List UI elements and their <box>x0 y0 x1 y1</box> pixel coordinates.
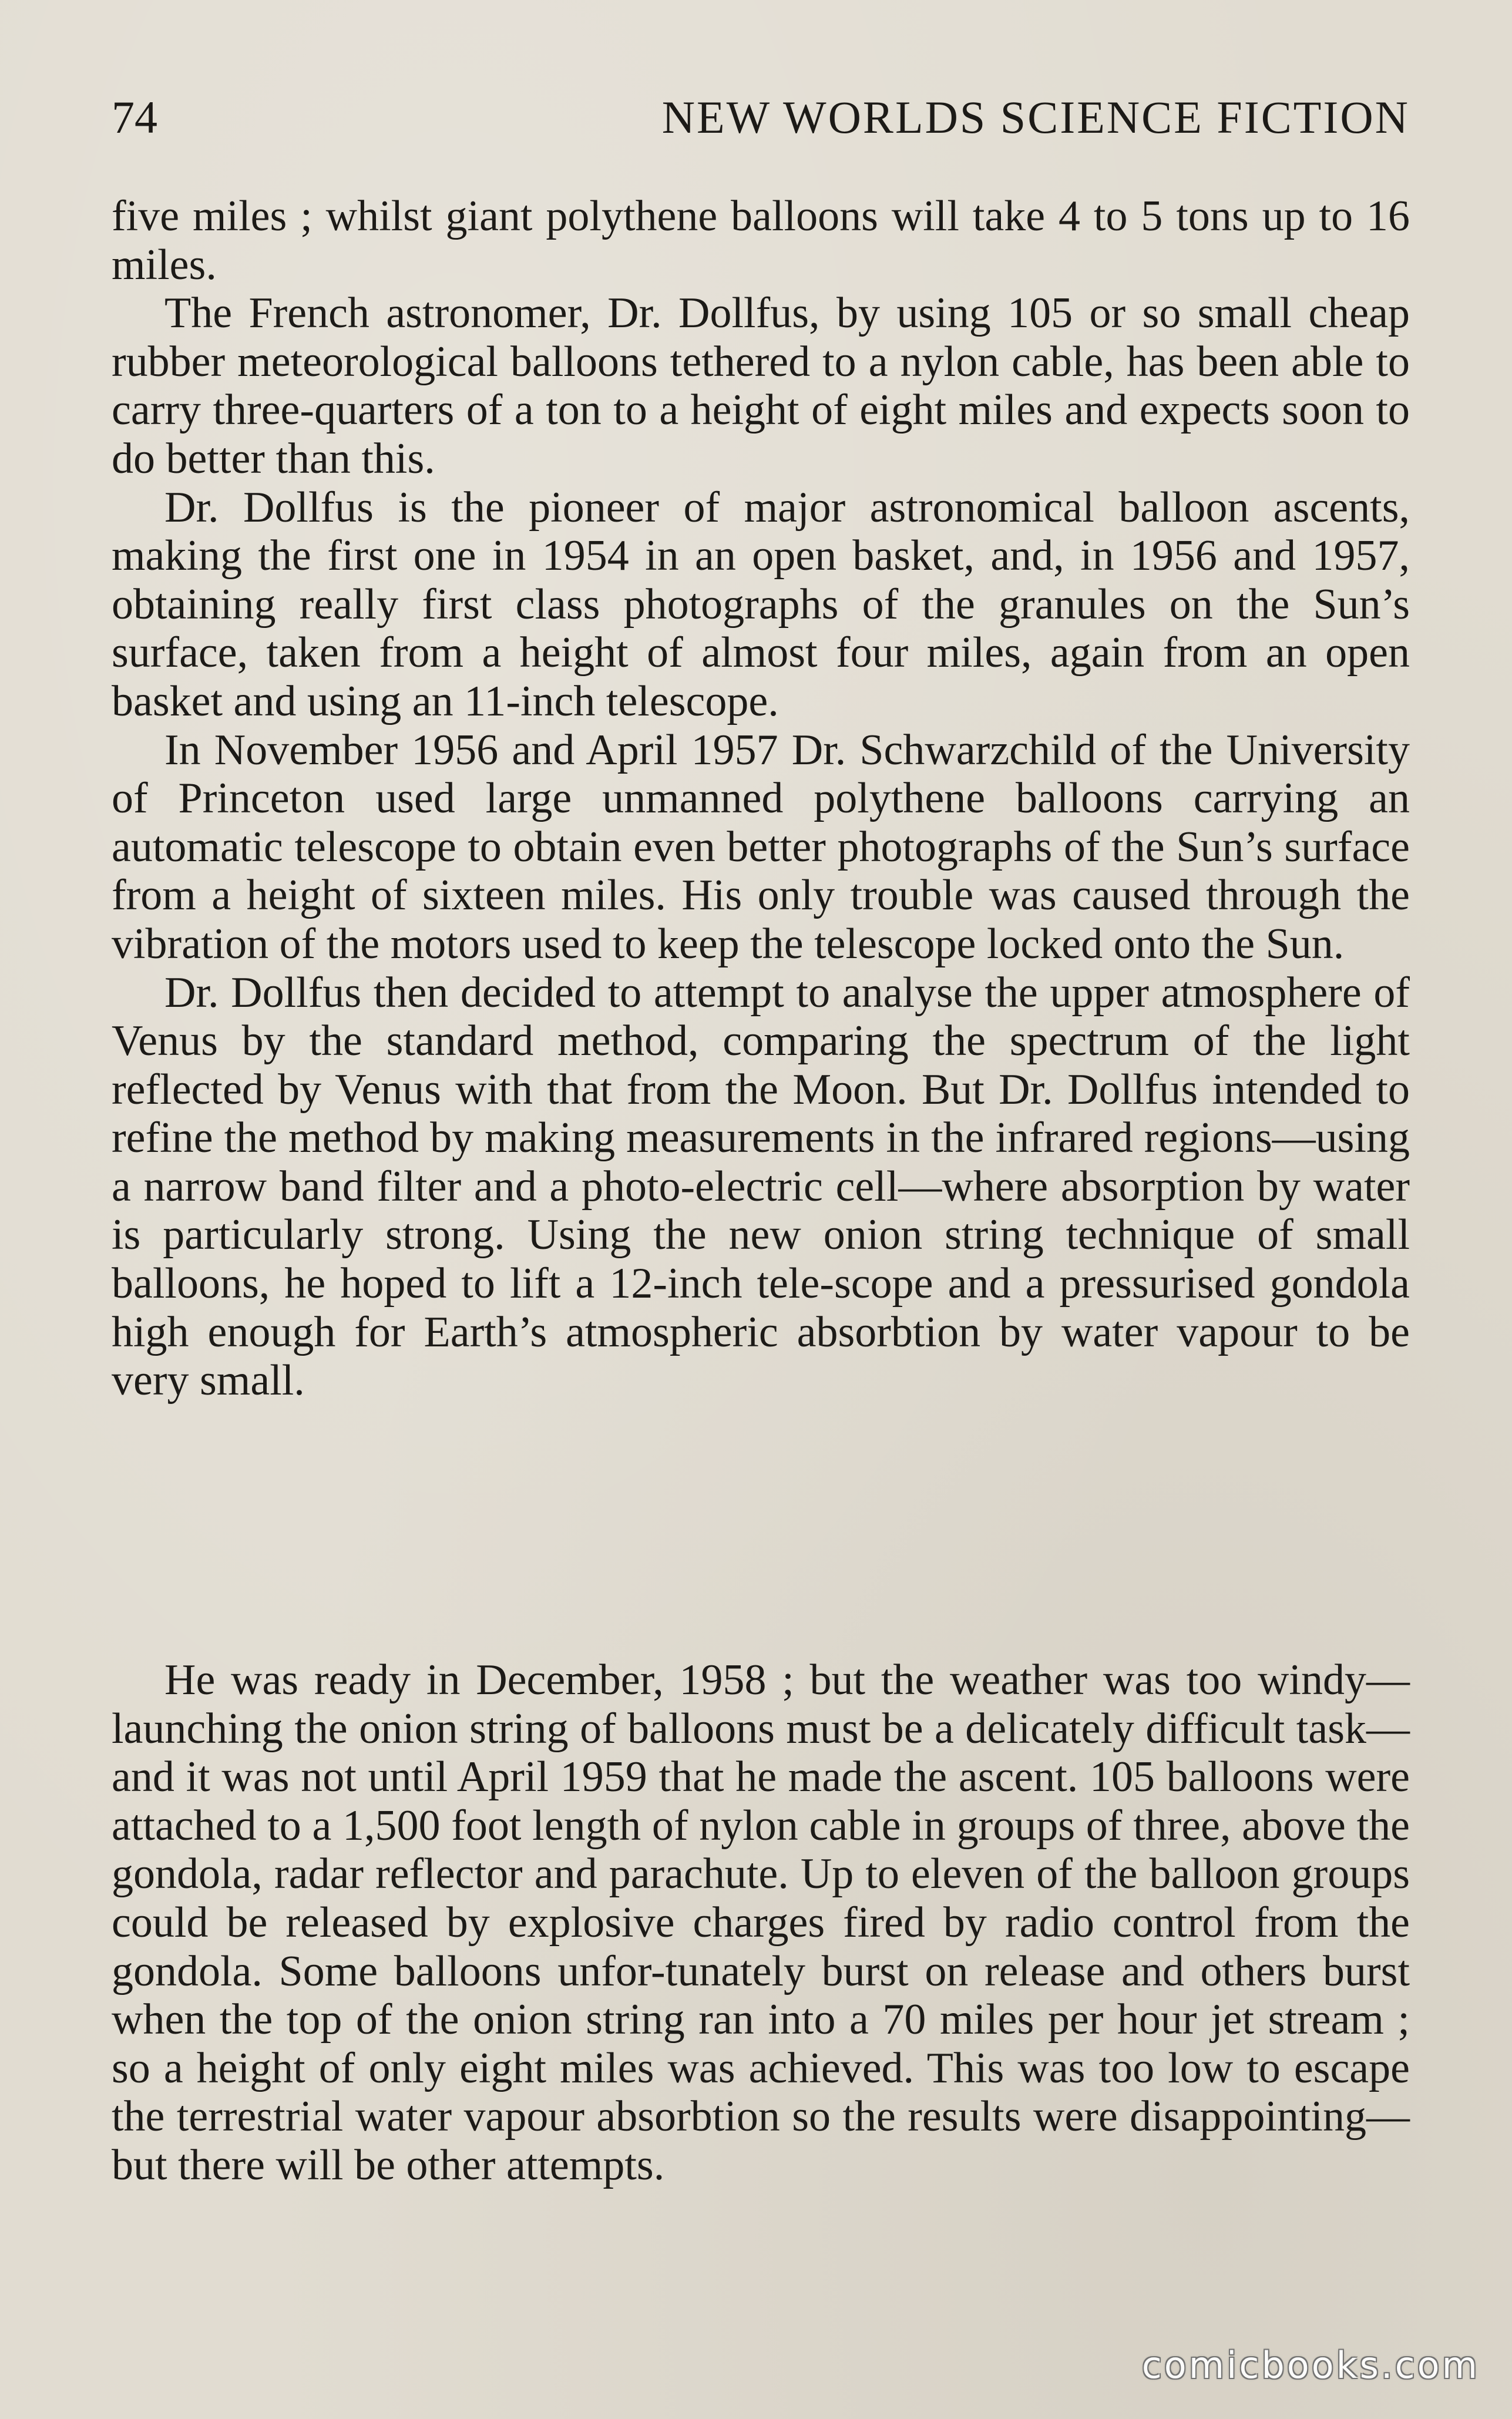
body-text-bottom <box>112 1656 1410 2190</box>
body-text-top <box>112 192 1410 1405</box>
running-title: NEW WORLDS SCIENCE FICTION <box>661 92 1410 143</box>
page-number: 74 <box>112 92 157 143</box>
paragraph-venus-analysis: Dr. Dollfus then decided to attempt to analyse the upper atmosphere of Venus by the standard method, comparing the spectrum of the light reflected by Venus with that from the Moon. But Dr. Dollfus intended to refine the method by making measurements in the infrared regions—using a narrow band filter and a photo-electric cell—where absorption by water is particularly strong. Using the new onion string technique of small balloons, he hoped to lift a 12-inch tele-scope and a pressurised gondola high enough for Earth’s atmospheric absorbtion by water vapour to be very small. <box>112 968 1410 1405</box>
paragraph-continued: five miles ; whilst giant polythene balloons will take 4 to 5 tons up to 16 miles. <box>112 192 1410 289</box>
page-header <box>112 88 1410 147</box>
paragraph-dollfus-pioneer: Dr. Dollfus is the pioneer of major astronomical balloon ascents, making the first one in 1954 in an open basket, and, in 1956 and 1957, obtaining really first class photographs of the granules on the Sun’s surface, taken from a height of almost four miles, again from an open basket and using an 11-inch telescope. <box>112 483 1410 725</box>
paragraph-dollfus-balloons: The French astronomer, Dr. Dollfus, by using 105 or so small cheap rubber meteorological balloons tethered to a nylon cable, has been able to carry three-quarters of a ton to a height of eight miles and expects soon to do better than this. <box>112 289 1410 483</box>
site-watermark: comicbooks.com <box>1141 2344 1480 2387</box>
paragraph-schwarzchild: In November 1956 and April 1957 Dr. Schwarzchild of the University of Princeton used large unmanned polythene balloons carrying an automatic telescope to obtain even better photographs of the Sun’s surface from a height of sixteen miles. His only trouble was caused through the vibration of the motors used to keep the telescope locked onto the Sun. <box>112 725 1410 968</box>
paragraph-ascent-1959: He was ready in December, 1958 ; but the weather was too windy—launching the onion string of balloons must be a delicately difficult task—and it was not until April 1959 that he made the ascent. 105 balloons were attached to a 1,500 foot length of nylon cable in groups of three, above the gondola, radar reflector and parachute. Up to eleven of the balloon groups could be released by explosive charges fired by radio control from the gondola. Some balloons unfor-tunately burst on release and others burst when the top of the onion string ran into a 70 miles per hour jet stream ; so a height of only eight miles was achieved. This was too low to escape the terrestrial water vapour absorbtion so the results were disappointing—but there will be other attempts. <box>112 1656 1410 2189</box>
